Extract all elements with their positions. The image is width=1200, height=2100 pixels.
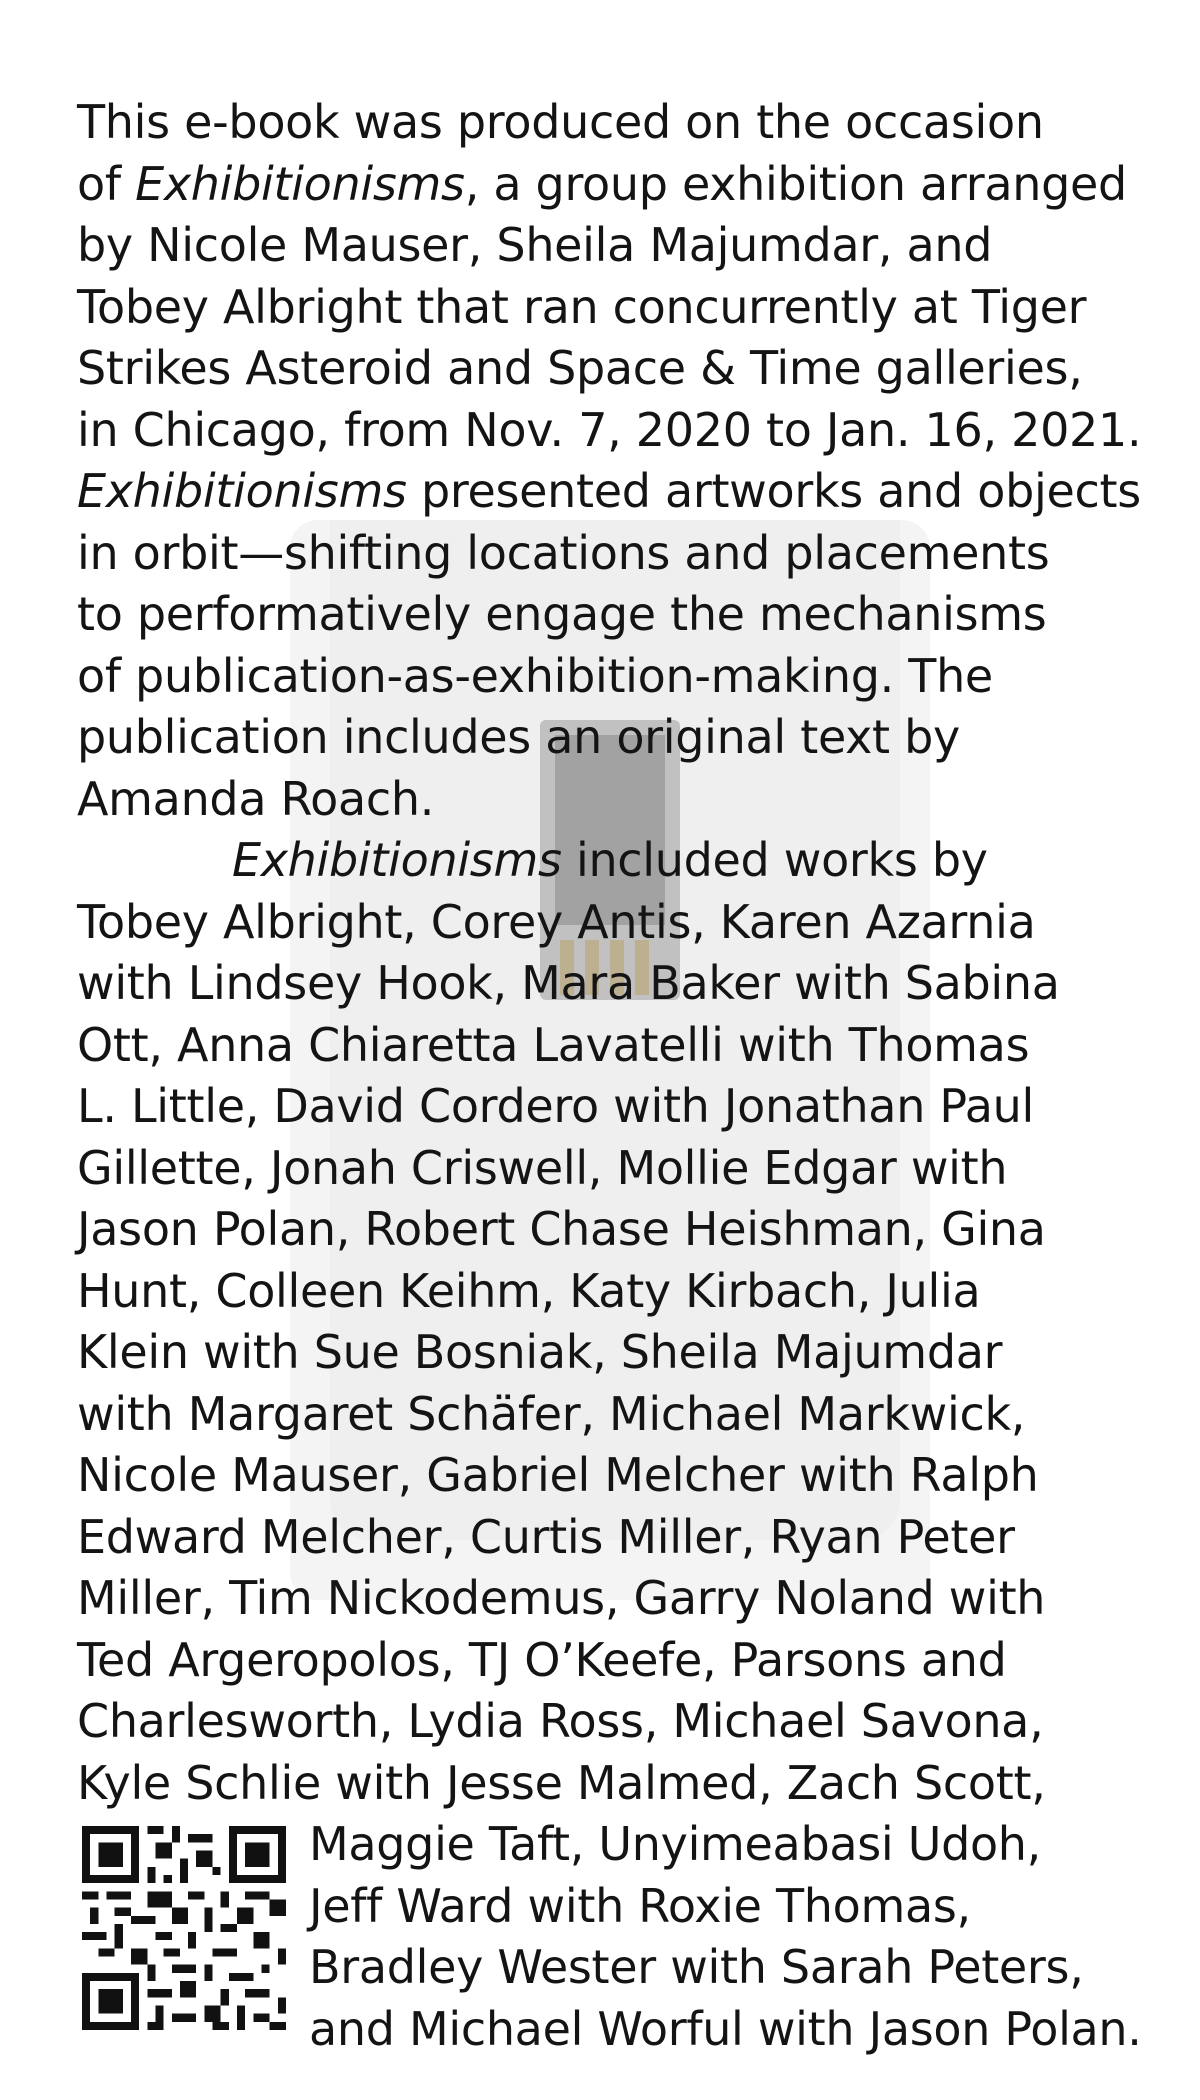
text-line: Nicole Mauser, Gabriel Melcher with Ralph <box>77 1448 1039 1502</box>
paragraph-intro <box>77 92 1167 830</box>
text-line: Exhibitionisms presented artworks and objects <box>77 464 1141 518</box>
text-line: Kyle Schlie with Jesse Malmed, Zach Scott, <box>77 1755 1046 1810</box>
text-line: Tobey Albright that ran concurrently at Tiger <box>77 279 1087 334</box>
text-line: publication includes an original text by <box>77 710 960 764</box>
qr-code-icon[interactable] <box>82 1826 286 2030</box>
text-line: Ott, Anna Chiaretta Lavatelli with Thomas <box>77 1017 1030 1072</box>
text-line: Bradley Wester with Sarah Peters, <box>309 1940 1084 1994</box>
text-line: of Exhibitionisms, a group exhibition arranged <box>77 156 1127 211</box>
text-line: Strikes Asteroid and Space & Time galleries, <box>77 341 1083 395</box>
text-line: Ted Argeropolos, TJ O’Keefe, Parsons and <box>77 1632 1007 1687</box>
text-line: in Chicago, from Nov. 7, 2020 to Jan. 16, 2021. <box>77 402 1142 457</box>
colophon-text <box>77 92 1167 2060</box>
text-line: Edward Melcher, Curtis Miller, Ryan Peter <box>77 1509 1015 1564</box>
exhibition-title: Exhibitionisms <box>135 156 465 211</box>
text-line: in orbit—shifting locations and placements <box>77 525 1050 580</box>
text-line: Amanda Roach. <box>77 771 435 826</box>
text-line: Exhibitionisms included works by <box>232 833 988 887</box>
text-line: Jason Polan, Robert Chase Heishman, Gina <box>77 1202 1046 1256</box>
text-line: Tobey Albright, Corey Antis, Karen Azarnia <box>77 894 1036 949</box>
text-line: with Margaret Schäfer, Michael Markwick, <box>77 1386 1026 1441</box>
text-line: Maggie Taft, Unyimeabasi Udoh, <box>309 1817 1041 1871</box>
text-line: Gillette, Jonah Criswell, Mollie Edgar with <box>77 1140 1008 1195</box>
text-line: to performatively engage the mechanisms <box>77 587 1047 641</box>
text-line: This e-book was produced on the occasion <box>77 95 1044 149</box>
text-line: Klein with Sue Bosniak, Sheila Majumdar <box>77 1325 1003 1379</box>
exhibition-title: Exhibitionisms <box>77 464 407 518</box>
text-line: by Nicole Mauser, Sheila Majumdar, and <box>77 218 993 272</box>
text-line: Jeff Ward with Roxie Thomas, <box>309 1878 971 1933</box>
text-line: of publication-as-exhibition-making. The <box>77 648 993 703</box>
text-line: with Lindsey Hook, Mara Baker with Sabina <box>77 956 1060 1010</box>
text-line: Charlesworth, Lydia Ross, Michael Savona, <box>77 1694 1044 1748</box>
text-line: Hunt, Colleen Keihm, Katy Kirbach, Julia <box>77 1263 981 1318</box>
text-line: L. Little, David Cordero with Jonathan Paul <box>77 1079 1034 1133</box>
text-line: Miller, Tim Nickodemus, Garry Noland with <box>77 1571 1046 1625</box>
text-line: and Michael Worful with Jason Polan. <box>309 2001 1142 2056</box>
exhibition-title: Exhibitionisms <box>232 833 562 887</box>
